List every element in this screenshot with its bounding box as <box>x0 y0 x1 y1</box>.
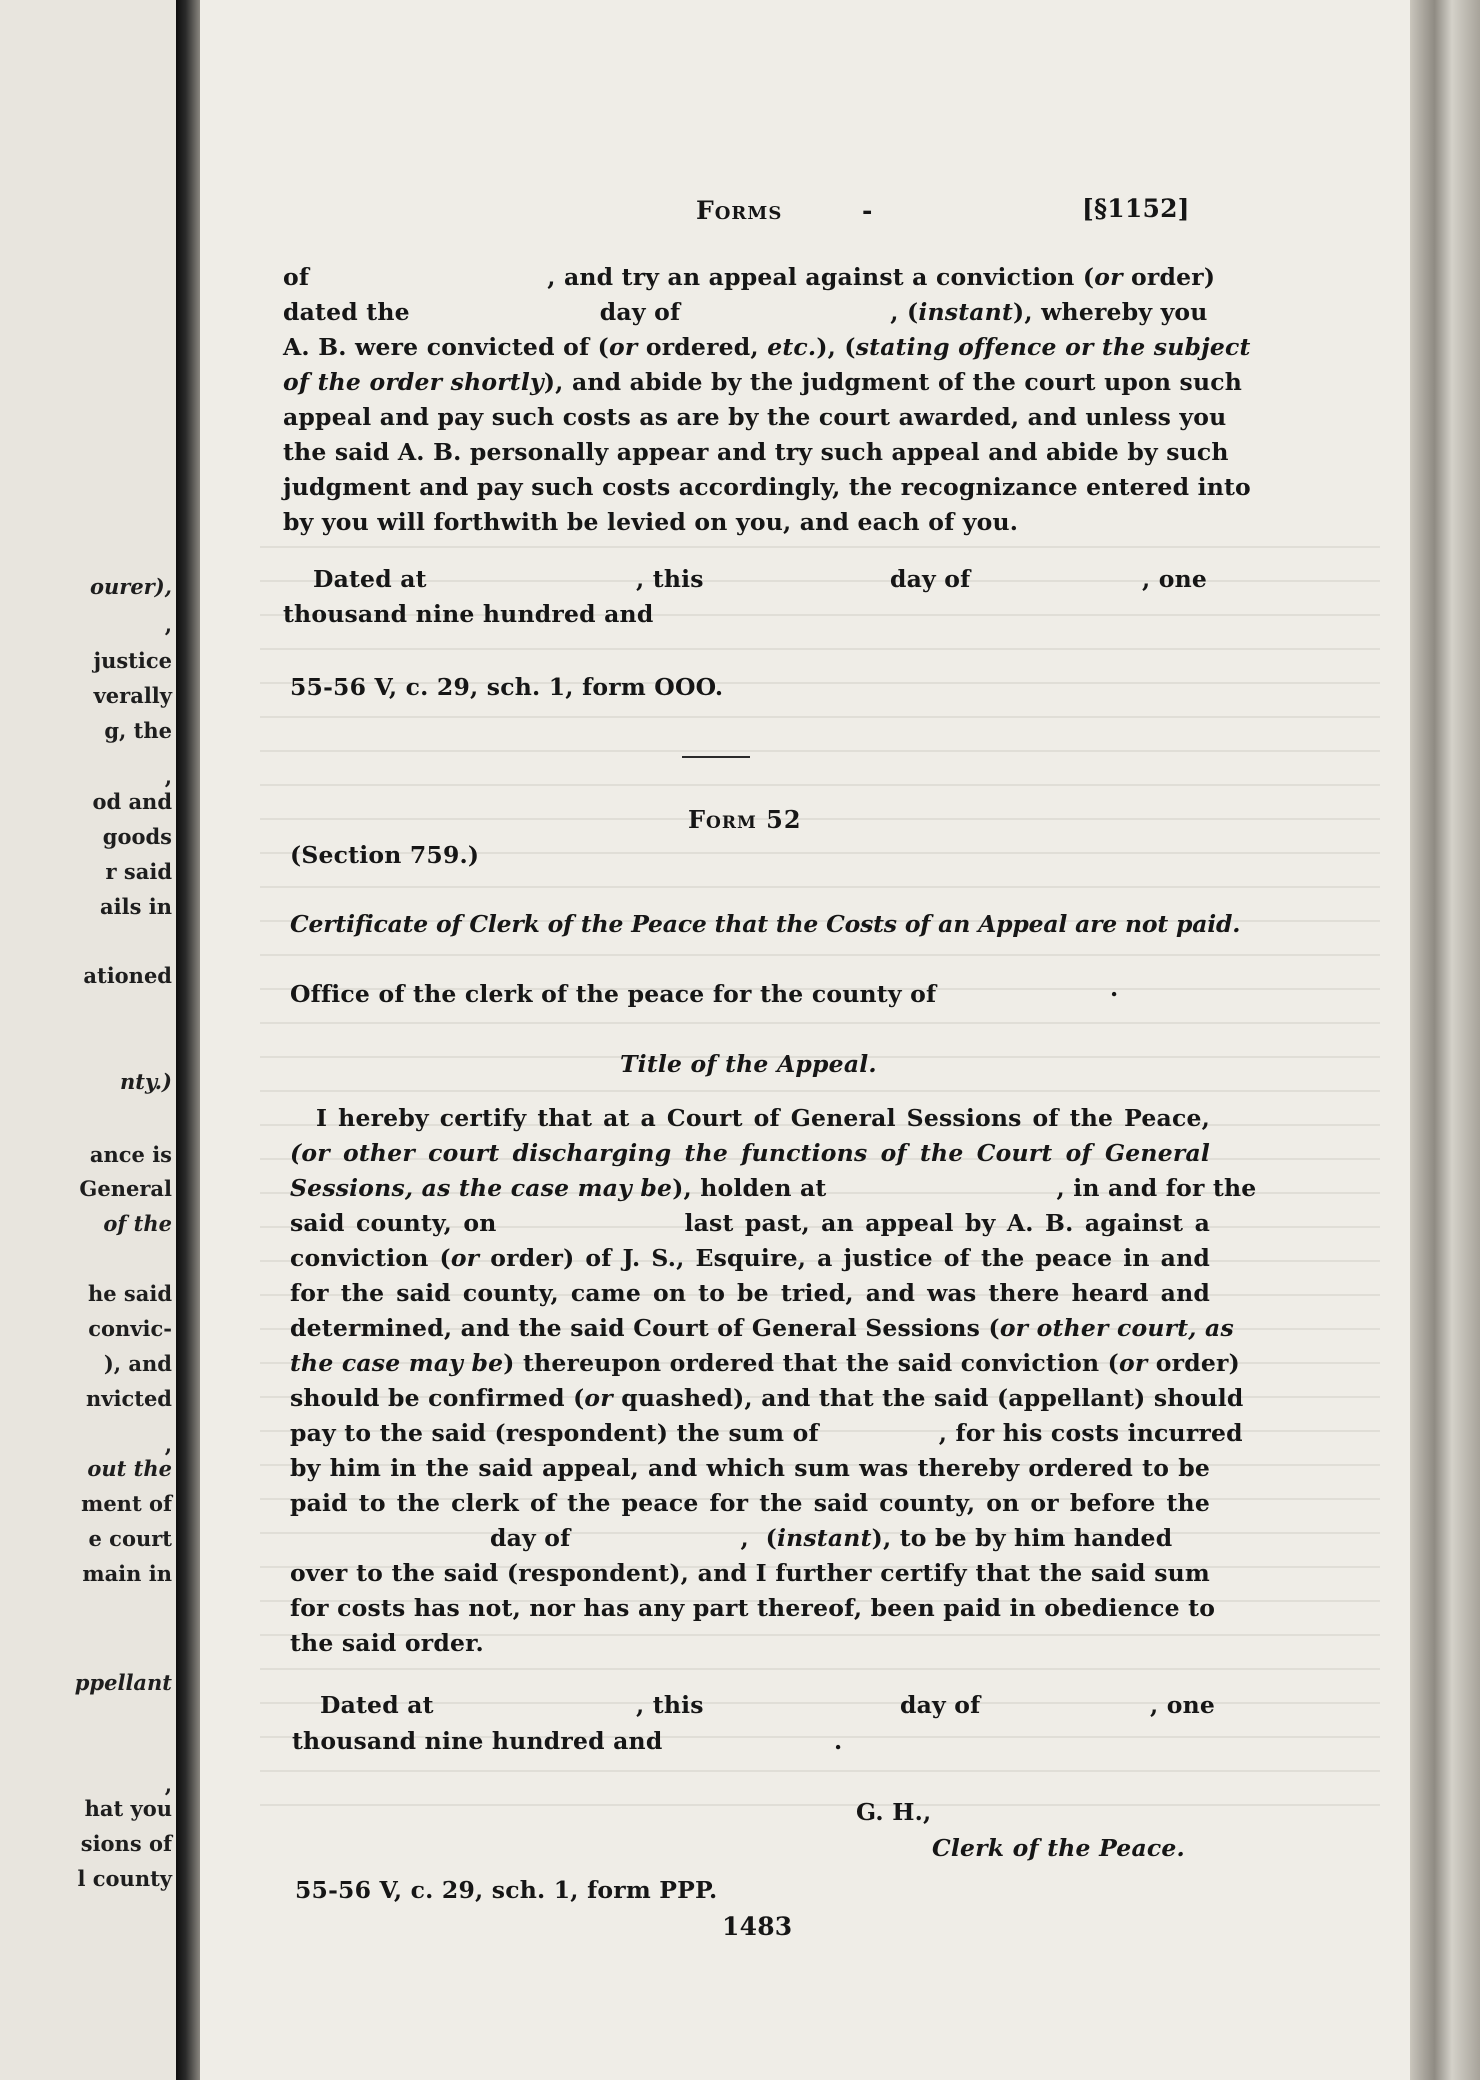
text-line: for costs has not, nor has any part thereof, been paid in obedience to <box>290 1594 1216 1622</box>
certificate-title: Certificate of Clerk of the Peace that the Costs of an Appeal are not paid. <box>290 910 1241 938</box>
dated-year-label: thousand nine hundred and <box>292 1727 663 1755</box>
text-line: by him in the said appeal, and which sum was thereby ordered to be <box>290 1454 1210 1482</box>
text-line: A. B. were convicted of (or ordered, etc.), (stating offence or the subject <box>283 333 1251 361</box>
book-gutter <box>176 0 200 2080</box>
left-fragment: he said <box>87 1281 172 1306</box>
dated-at-label: Dated at <box>313 565 427 593</box>
dated-one-label: , one <box>1150 1691 1216 1719</box>
text-line: the said order. <box>290 1629 484 1657</box>
left-fragment: General <box>79 1176 172 1201</box>
text-line: for the said county, came on to be tried, and was there heard and <box>290 1279 1210 1307</box>
text-line: by you will forthwith be levied on you, and each of you. <box>283 508 1019 536</box>
left-fragment: hat you <box>84 1796 172 1821</box>
title-of-appeal: Title of the Appeal. <box>620 1050 877 1078</box>
signature-title: Clerk of the Peace. <box>932 1834 1185 1862</box>
text-line: Sessions, as the case may be), holden at , in and for the <box>290 1174 1257 1202</box>
office-line: Office of the clerk of the peace for the county of <box>290 980 937 1008</box>
statute-reference: 55-56 V, c. 29, sch. 1, form OOO. <box>290 673 724 701</box>
dated-one-label: , one <box>1142 565 1208 593</box>
left-fragment: , <box>164 764 172 789</box>
left-fragment: ationed <box>83 963 172 988</box>
page-number: 1483 <box>722 1912 793 1941</box>
text-line: of the order shortly), and abide by the judgment of the court upon such <box>283 368 1243 396</box>
left-fragment: of the <box>103 1211 172 1236</box>
section-number: [§1152] <box>1082 194 1190 223</box>
left-fragment: sions of <box>80 1831 172 1856</box>
paragraph-certificate <box>290 1104 1257 1664</box>
dated-this-label: , this <box>636 565 704 593</box>
dated-this-label: , this <box>636 1691 704 1719</box>
dated-year-label: thousand nine hundred and <box>283 600 654 628</box>
left-fragment: , <box>164 1772 172 1797</box>
text-line: paid to the clerk of the peace for the said county, on or before the <box>290 1489 1210 1517</box>
left-fragment: l county <box>77 1866 172 1891</box>
left-fragment: od and <box>92 789 172 814</box>
running-header-title: Forms <box>696 196 783 225</box>
left-facing-page <box>0 0 178 2080</box>
signature-initials: G. H., <box>856 1798 932 1826</box>
section-reference: (Section 759.) <box>290 841 480 869</box>
dated-year-period: . <box>834 1727 843 1755</box>
left-fragment: g, the <box>104 718 172 743</box>
text-line: of , and try an appeal against a conviction (or order) <box>283 263 1216 291</box>
dated-day-of-label: day of <box>890 565 971 593</box>
section-divider <box>682 756 750 758</box>
page-edge <box>1410 0 1480 2080</box>
left-fragment: ance is <box>89 1142 172 1167</box>
left-fragment: ppellant <box>74 1670 172 1695</box>
text-line: conviction (or order) of J. S., Esquire, a justice of the peace in and <box>290 1244 1211 1272</box>
left-fragment: verally <box>93 683 172 708</box>
left-fragment: e court <box>88 1526 172 1551</box>
left-fragment: out the <box>87 1456 172 1481</box>
left-fragment: ourer), <box>89 574 172 599</box>
left-fragment: nvicted <box>86 1386 172 1411</box>
left-fragment: justice <box>93 648 172 673</box>
text-line: should be confirmed (or quashed), and that the said (appellant) should <box>290 1384 1244 1412</box>
left-fragment: , <box>164 1432 172 1457</box>
left-fragment: convic- <box>88 1316 172 1341</box>
text-line: day of , (instant), to be by him handed <box>490 1524 1173 1552</box>
statute-reference: 55-56 V, c. 29, sch. 1, form PPP. <box>295 1876 718 1904</box>
text-line: I hereby certify that at a Court of General Sessions of the Peace, <box>316 1104 1210 1132</box>
header-dash: - <box>862 196 873 225</box>
text-line: the said A. B. personally appear and try such appeal and abide by such <box>283 438 1229 466</box>
paragraph-recognizance <box>283 263 1251 543</box>
text-line: appeal and pay such costs as are by the court awarded, and unless you <box>283 403 1227 431</box>
text-line: (or other court discharging the functions of the Court of General <box>290 1139 1210 1167</box>
text-line: over to the said (respondent), and I further certify that the said sum <box>290 1559 1210 1587</box>
text-line: dated the day of , (instant), whereby you <box>283 298 1208 326</box>
form-heading: Form 52 <box>688 805 802 834</box>
text-line: the case may be) thereupon ordered that the said conviction (or order) <box>290 1349 1240 1377</box>
dated-at-label: Dated at <box>320 1691 434 1719</box>
office-line-period: . <box>1110 974 1119 1002</box>
left-fragment: main in <box>82 1561 172 1586</box>
left-fragment: ), and <box>103 1351 172 1376</box>
text-line: said county, on last past, an appeal by A. B. against a <box>290 1209 1210 1237</box>
left-fragment: ails in <box>100 894 172 919</box>
left-fragment: goods <box>102 824 172 849</box>
dated-day-of-label: day of <box>900 1691 981 1719</box>
text-line: judgment and pay such costs accordingly, the recognizance entered into <box>283 473 1251 501</box>
text-line: determined, and the said Court of General Sessions (or other court, as <box>290 1314 1234 1342</box>
left-fragment: , <box>164 612 172 637</box>
left-fragment: ment of <box>81 1491 172 1516</box>
left-fragment: nty.) <box>119 1069 172 1094</box>
text-line: pay to the said (respondent) the sum of , for his costs incurred <box>290 1419 1243 1447</box>
left-fragment: r said <box>105 859 172 884</box>
